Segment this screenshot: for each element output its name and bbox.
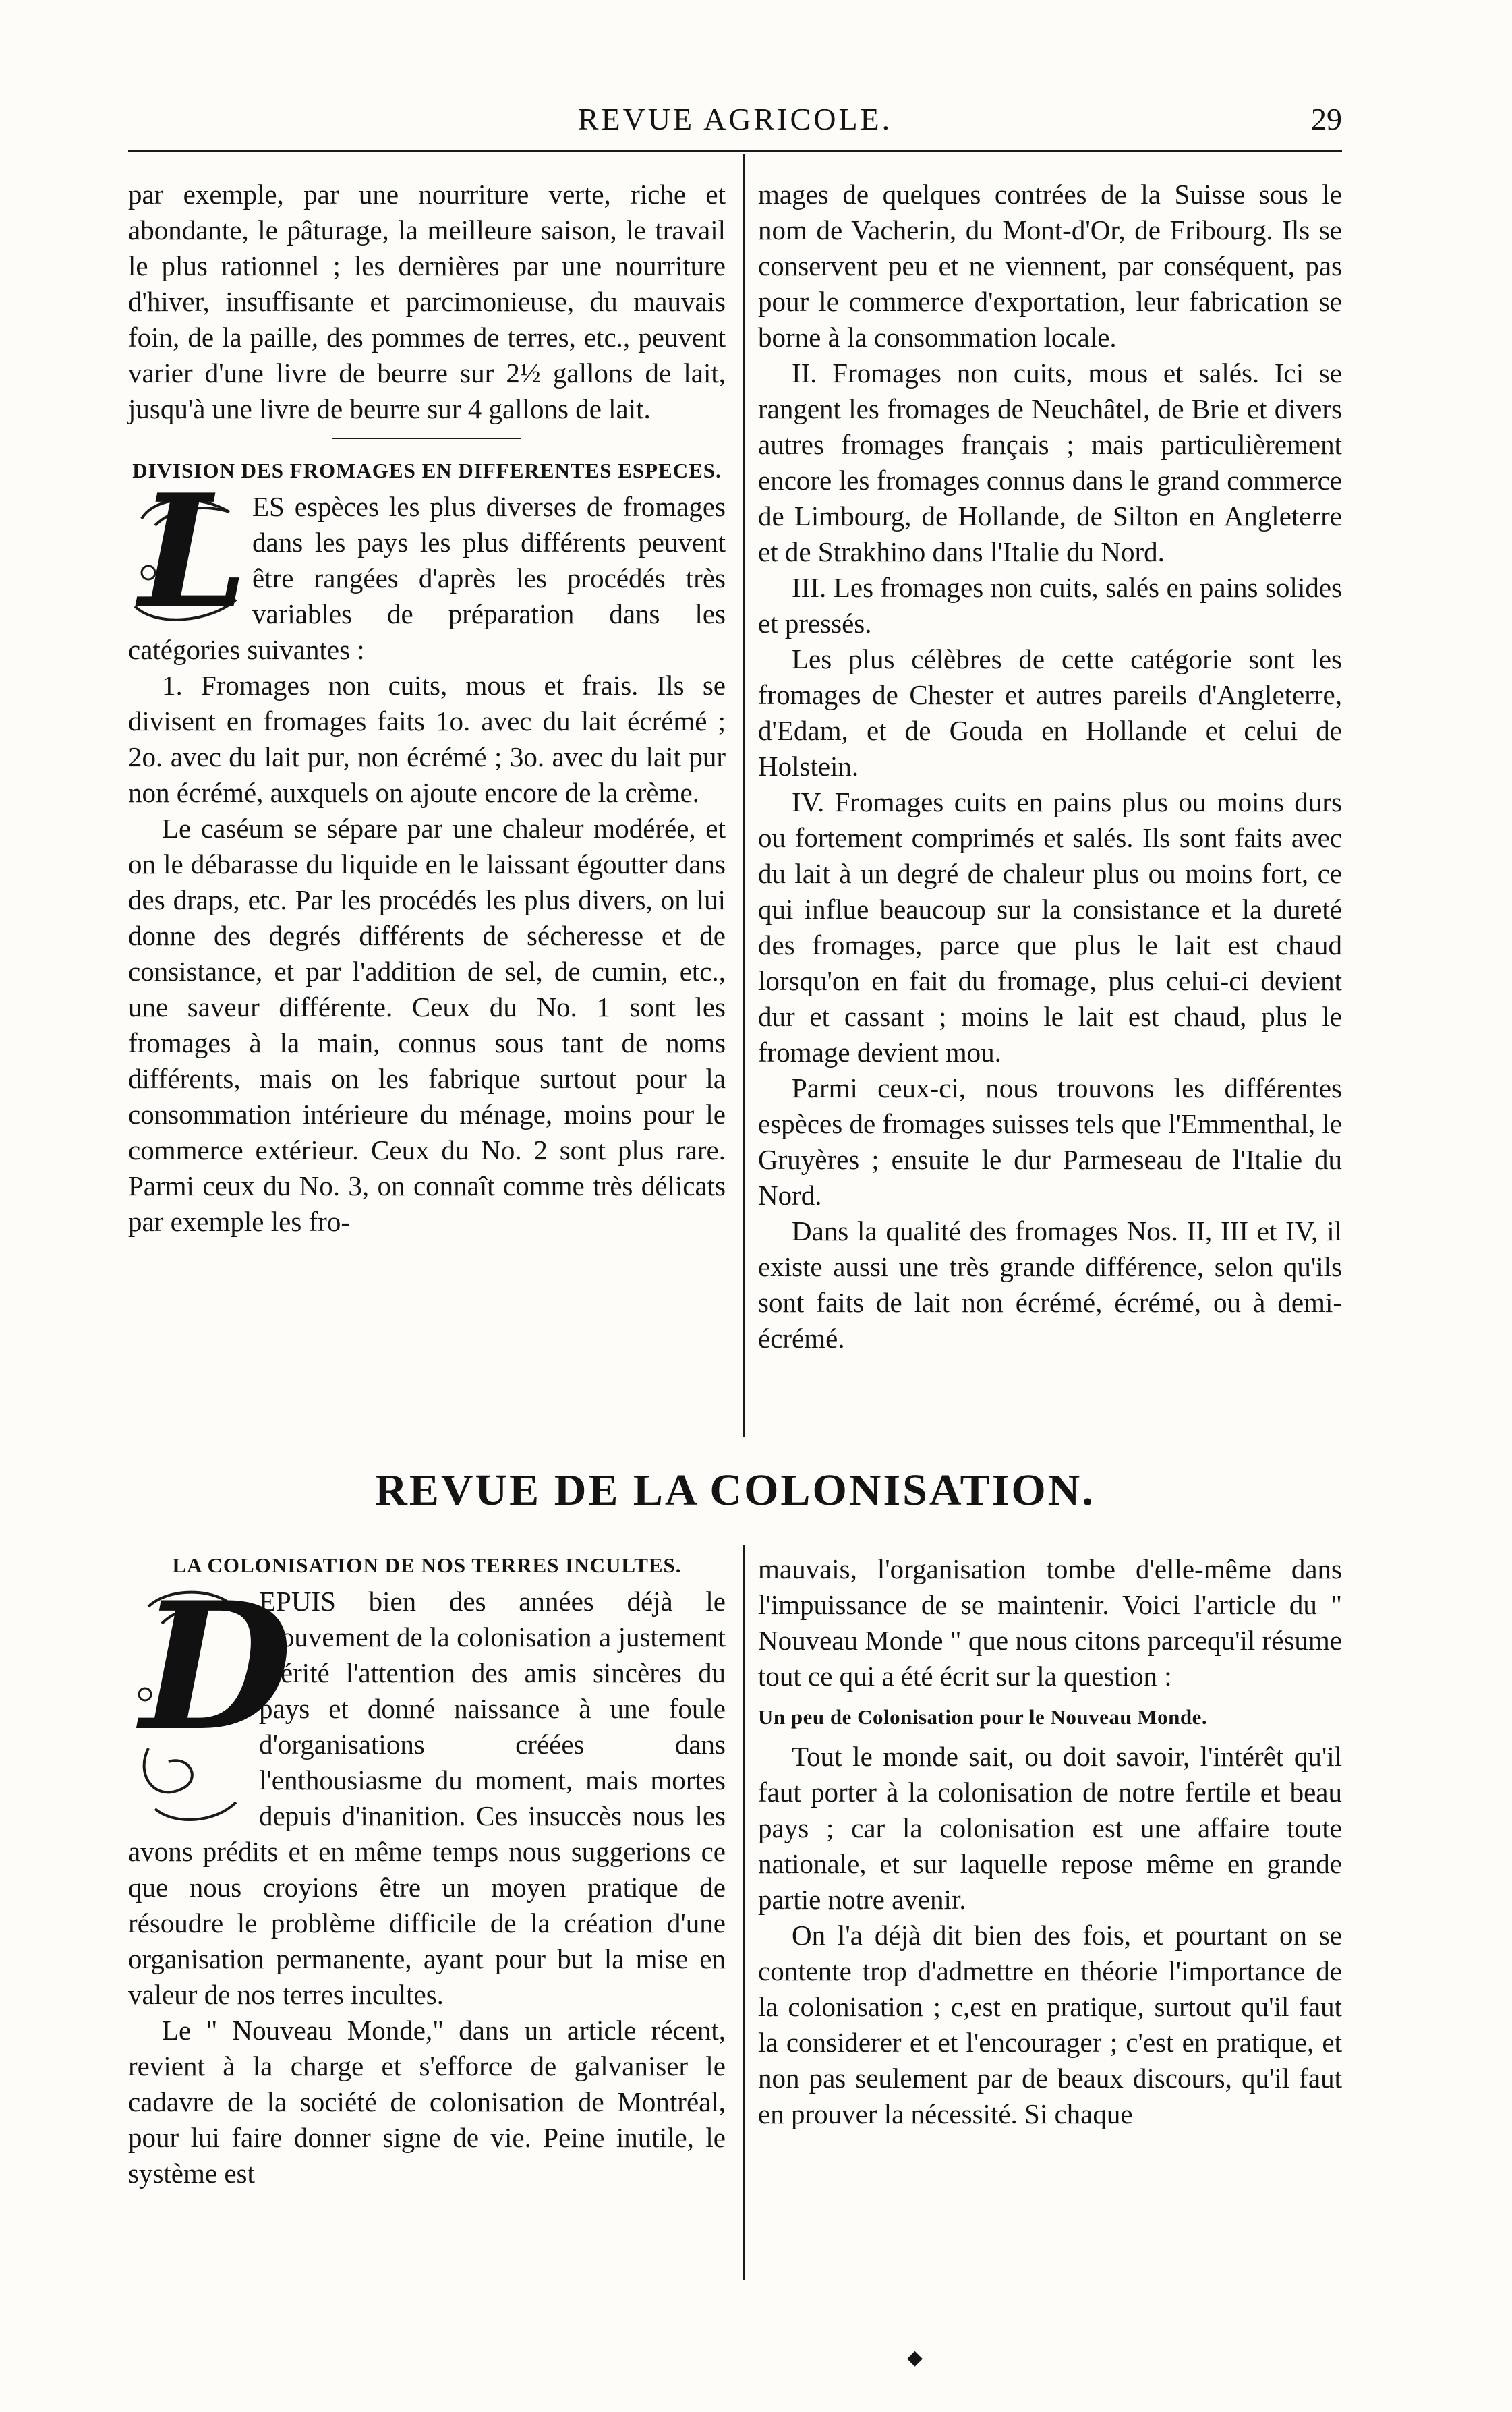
paragraph: Le caséum se sépare par une chaleur modérée, et on le débarasse du liquide en le laissant égoutter dans des draps, etc. Par les procédés les plus divers, on lui donne des degrés différents de sécheresse et de consistance, et par l'addition de sel, de cumin, etc., une saveur différente. Ceux du No. 1 sont les fromages à la main, connus sous tant de noms différents, mais on les fabrique surtout pour la consommation intérieure du ménage, moins pour le commerce extérieur. Ceux du No. 2 sont plus rare. Parmi ceux du No. 3, on connaît comme très délicats par exemple les fro- xyxy=(128,813,726,1237)
running-title: REVUE AGRICOLE. xyxy=(577,102,893,136)
column-divider-top xyxy=(743,154,745,1437)
drop-cap-letter: D xyxy=(140,1564,293,1770)
paragraph: II. Fromages non cuits, mous et salés. Ici se rangent les fromages de Neuchâtel, de Brie et divers autres fromages français ; mais particulièrement encore les fromages connus dans le grand commerce de Limbourg, de Hollande, de Silton en Angleterre et de Strakhino dans l'Italie du Nord. xyxy=(758,357,1342,567)
bottom-left-column xyxy=(128,1551,726,2191)
section-heading: DIVISION DES FROMAGES EN DIFFERENTES ESPECES. xyxy=(132,459,722,482)
paragraph: Dans la qualité des fromages Nos. II, III et IV, il existe aussi une très grande différence, selon qu'ils sont faits de lait non écrémé, écrémé, ou à demi-écrémé. xyxy=(758,1215,1342,1354)
paragraph: mages de quelques contrées de la Suisse sous le nom de Vacherin, du Mont-d'Or, de Fribourg. Ils se conservent peu et ne viennent, par conséquent, pas pour le commerce d'exportation, leur fabrication se borne à la consommation locale. xyxy=(758,179,1342,353)
paragraph-text: EPUIS bien des années déjà le mouvement de la colonisation a justement mérité l'attention des amis sincères du pays et donné naissance à une foule d'organisations créées dans l'enthousiasme du moment, mais mortes depuis d'inanition. Ces insuccès nous les avons prédits et en même temps nous suggerions ce que nous croyions être un moyen pratique de résoudre le problème difficile de la création d'une organisation permanente, ayant pour but la mise en valeur de nos terres incultes. xyxy=(128,1586,726,2010)
paragraph: IV. Fromages cuits en pains plus ou moins durs ou fortement comprimés et salés. Ils sont faits avec du lait à un degré de chaleur plus ou moins fort, ce qui influe beaucoup sur la consistance et la dureté des fromages, parce que plus le lait est chaud lorsqu'on en fait du fromage, plus celui-ci devient dur et cassant ; moins le lait est chaud, plus le fromage devient mou. xyxy=(758,786,1342,1068)
paragraph: Parmi ceux-ci, nous trouvons les différentes espèces de fromages suisses tels que l'Emmenthal, le Gruyères ; ensuite le dur Parmeseau de l'Italie du Nord. xyxy=(758,1072,1342,1211)
page-header xyxy=(128,101,1342,142)
paragraph: 1. Fromages non cuits, mous et frais. Ils se divisent en fromages faits 1o. avec du lait écrémé ; 2o. avec du lait pur, non écrémé ; 3o. avec du lait pur non écrémé, auxquels on ajoute encore de la crème. xyxy=(128,670,726,808)
paragraph-text: ES espèces les plus diverses de fromages dans les pays les plus différents peuvent être rangées d'après les procédés très variables de préparation dans les catégories suivantes : xyxy=(128,491,726,665)
top-left-column xyxy=(128,177,726,1240)
bottom-right-column xyxy=(758,1551,1342,2132)
article-heading: LA COLONISATION DE NOS TERRES INCULTES. xyxy=(172,1553,682,1577)
paragraph: Tout le monde sait, ou doit savoir, l'intérêt qu'il faut porter à la colonisation de notre fertile et beau pays ; car la colonisation est une affaire toute nationale, et sur laquelle repose même en grande partie notre avenir. xyxy=(758,1741,1342,1915)
drop-cap xyxy=(128,461,248,643)
paragraph: mauvais, l'organisation tombe d'elle-même dans l'impuissance de se maintenir. Voici l'article du " Nouveau Monde " que nous citons parcequ'il résume tout ce qui a été écrit sur la question : xyxy=(758,1553,1342,1692)
drop-cap-letter: L xyxy=(139,461,248,643)
paragraph: III. Les fromages non cuits, salés en pains solides et pressés. xyxy=(758,572,1342,639)
page-number: 29 xyxy=(1311,102,1342,136)
paragraph: On l'a déjà dit bien des fois, et pourtant on se contente trop d'admettre en théorie l'importance de la colonisation ; c,est en pratique, surtout qu'il faut la considerer et et l'encourager ; c'est en pratique, et non pas seulement par de beaux discours, qu'il faut en prouver la nécessité. Si chaque xyxy=(758,1920,1342,2129)
article-subheading: Un peu de Colonisation pour le Nouveau Monde. xyxy=(758,1705,1208,1729)
paragraph: par exemple, par une nourriture verte, riche et abondante, le pâturage, la meilleure saison, le travail le plus rationnel ; les dernières par une nourriture d'hiver, insuffisante et parcimonieuse, du mauvais foin, de la paille, des pommes de terres, etc., peuvent varier d'une livre de beurre sur 2½ gallons de lait, jusqu'à une livre de beurre sur 4 gallons de lait. xyxy=(128,179,726,424)
paragraph: Le " Nouveau Monde," dans un article récent, revient à la charge et s'efforce de galvaniser le cadavre de la société de colonisation de Montréal, pour lui faire donner signe de vie. Peine inutile, le système est xyxy=(128,2015,726,2189)
drop-cap xyxy=(128,1564,293,1829)
paragraph: Les plus célèbres de cette catégorie sont les fromages de Chester et autres pareils d'Angleterre, d'Edam, et de Gouda en Hollande et celui de Holstein. xyxy=(758,643,1342,782)
footer-ornament: ◆ xyxy=(907,2347,923,2369)
top-right-column xyxy=(758,177,1342,1356)
section-title: REVUE DE LA COLONISATION. xyxy=(375,1466,1095,1515)
header-rule xyxy=(128,150,1342,152)
column-divider-bottom xyxy=(743,1545,745,2280)
section-rule xyxy=(332,438,521,439)
